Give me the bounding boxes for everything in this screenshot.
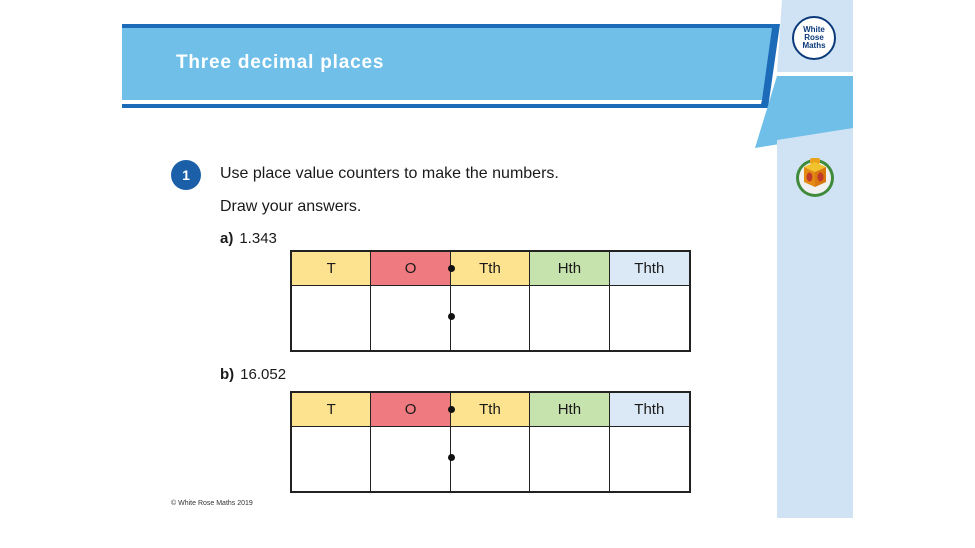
header-T: T	[292, 252, 371, 286]
question-instruction-2: Draw your answers.	[220, 198, 362, 215]
answer-cell-O[interactable]	[371, 286, 450, 350]
cube-icon	[794, 155, 836, 197]
answer-cell-Tth[interactable]	[451, 427, 530, 491]
decimal-point	[448, 313, 455, 320]
logo-icon: White Rose Maths	[792, 16, 836, 60]
answer-cell-Hth[interactable]	[530, 286, 609, 350]
part-letter: a)	[220, 230, 234, 247]
header-Tth: Tth	[451, 393, 530, 427]
decimal-point	[448, 265, 455, 272]
question-instruction: Use place value counters to make the numbers.	[220, 165, 559, 182]
answer-cell-Thth[interactable]	[610, 286, 689, 350]
part-number: 1.343	[239, 230, 277, 247]
answer-cell-T[interactable]	[292, 286, 371, 350]
answer-cell-Hth[interactable]	[530, 427, 609, 491]
header-Hth: Hth	[530, 393, 609, 427]
answer-cell-Thth[interactable]	[610, 427, 689, 491]
decimal-point	[448, 454, 455, 461]
answer-cell-O[interactable]	[371, 427, 450, 491]
part-a-label	[220, 230, 277, 247]
header-O: O	[371, 393, 450, 427]
answer-cell-T[interactable]	[292, 427, 371, 491]
side-panel	[755, 0, 853, 518]
header-Thth: Thth	[610, 393, 689, 427]
header-T: T	[292, 393, 371, 427]
copyright-notice: © White Rose Maths 2019	[171, 500, 253, 507]
question-number: 1	[171, 160, 201, 190]
place-value-table-a	[290, 250, 691, 352]
header-Thth: Thth	[610, 252, 689, 286]
header-Tth: Tth	[451, 252, 530, 286]
place-value-table-b	[290, 391, 691, 493]
page-title: Three decimal places	[176, 52, 385, 73]
header-O: O	[371, 252, 450, 286]
part-number: 16.052	[240, 366, 287, 383]
header-Hth: Hth	[530, 252, 609, 286]
answer-cell-Tth[interactable]	[451, 286, 530, 350]
part-letter: b)	[220, 366, 235, 383]
decimal-point	[448, 406, 455, 413]
part-b-label	[220, 366, 286, 383]
